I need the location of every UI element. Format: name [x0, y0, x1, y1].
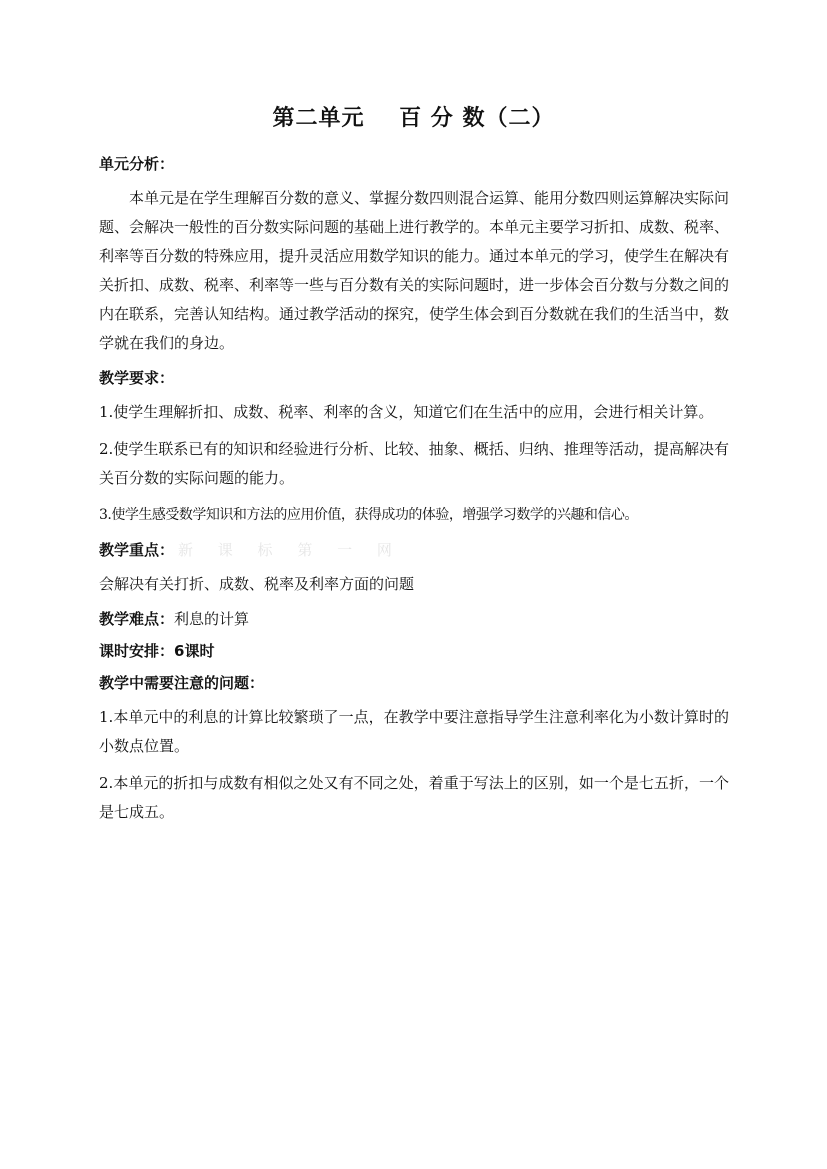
- note-item-1: 1.本单元中的利息的计算比较繁琐了一点，在教学中要注意指导学生注意利率化为小数计算时的小数点位置。: [99, 708, 729, 755]
- section-heading-schedule: 课时安排：6课时: [99, 642, 215, 660]
- requirement-item-3: 3.使学生感受数学知识和方法的应用价值，获得成功的体验，增强学习数学的兴趣和信心。: [99, 507, 638, 523]
- difficulty-label: 教学难点：: [99, 610, 175, 628]
- difficulty-text: 利息的计算: [174, 610, 250, 628]
- section-heading-key-points: [99, 538, 729, 562]
- section-heading-analysis: 单元分析：: [99, 155, 175, 173]
- requirement-item-2: 2.使学生联系已有的知识和经验进行分析、比较、抽象、概括、归纳、推理等活动，提高解决有关百分数的实际问题的能力。: [99, 440, 729, 487]
- watermark-text: 新 课 标 第 一 网: [178, 541, 402, 559]
- requirement-item-1: 1.使学生理解折扣、成数、税率、利率的含义，知道它们在生活中的应用，会进行相关计算。: [99, 403, 714, 421]
- analysis-paragraph: 本单元是在学生理解百分数的意义、掌握分数四则混合运算、能用分数四则运算解决实际问题、会解决一般性的百分数实际问题的基础上进行教学的。本单元主要学习折扣、成数、税率、利率等百分数的特殊应用，提升灵活应用数学知识的能力。通过本单元的学习，使学生在解决有关折扣、成数、税率、利率等一些与百分数有关的实际问题时，进一步体会百分数与分数之间的内在联系，完善认知结构。通过教学活动的探究，使学生体会到百分数就在我们的生活当中，数学就在我们的身边。: [99, 189, 730, 352]
- section-heading-difficulty: [99, 607, 729, 631]
- note-item-2: 2.本单元的折扣与成数有相似之处又有不同之处，着重于写法上的区别，如一个是七五折，一个是七成五。: [99, 774, 729, 821]
- section-heading-notes: 教学中需要注意的问题：: [99, 674, 265, 692]
- section-heading-requirements: 教学要求：: [99, 369, 175, 387]
- key-points-label: 教学重点：: [99, 541, 175, 559]
- page-title: 第二单元 百 分 数（二）: [272, 106, 555, 131]
- key-points-text: 会解决有关打折、成数、税率及利率方面的问题: [99, 575, 415, 593]
- document-body: [99, 152, 729, 835]
